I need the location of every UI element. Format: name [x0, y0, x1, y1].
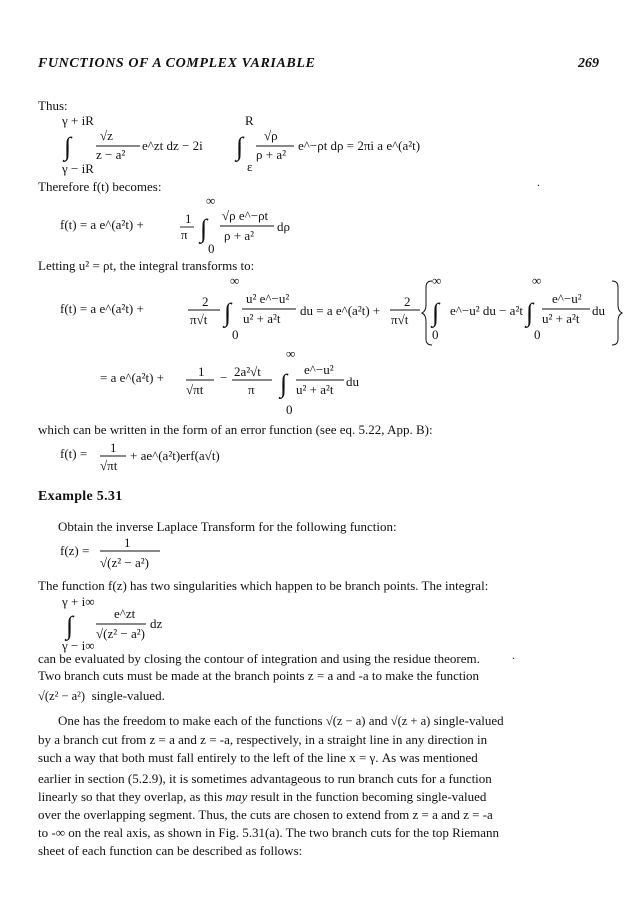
numerator-3: e^−u² [552, 291, 582, 306]
p1-c: single-valued [433, 713, 504, 728]
frac-den: π√t [190, 312, 208, 327]
math-sqrt-z-minus-a: √(z − a) [325, 714, 366, 728]
equation-ft-transformed [60, 277, 630, 347]
rhs: + ae^(a²t)erf(a√t) [130, 448, 220, 463]
p1-a: One has the freedom to make each of the functions [58, 713, 323, 728]
limit-lower-zero-2: 0 [432, 327, 439, 342]
integrand-tail-2: e^−ρt dρ = 2πi a e^(a²t) [298, 138, 421, 153]
integral-sign-3: ∫ [526, 298, 534, 327]
lhs: = a e^(a²t) + [100, 370, 164, 385]
limit-upper: γ + i∞ [62, 594, 95, 609]
lhs: f(z) = [60, 543, 90, 558]
numerator: e^−u² [304, 362, 334, 377]
limit-lower: γ − i∞ [62, 638, 95, 653]
frac-den: π [181, 227, 188, 242]
text-function-has: The function f(z) has two singularities which happen to be branch points. The integral: [38, 578, 489, 593]
limit-upper-inf: ∞ [230, 277, 240, 288]
d-rho: dρ [277, 219, 290, 234]
stray-dot: . [537, 175, 540, 189]
limit-lower-zero: 0 [286, 402, 293, 417]
equation-contour-integral [60, 113, 600, 178]
p1-b: and [368, 713, 388, 728]
frac-num: 1 [110, 440, 117, 455]
numerator: e^zt [114, 606, 136, 621]
lhs: f(t) = [60, 446, 88, 461]
limit-upper-inf: ∞ [286, 352, 296, 361]
limit-upper-R: R [245, 113, 254, 128]
lhs: f(t) = a e^(a²t) + [60, 217, 144, 232]
limit-upper-inf: ∞ [206, 197, 216, 208]
integral-sign: ∫ [280, 369, 288, 398]
limit-upper-inf-3: ∞ [532, 277, 542, 288]
text-single-valued: single-valued. [91, 688, 165, 703]
limit-lower: γ − iR [62, 161, 94, 176]
frac2-num: 2a²√t [234, 364, 261, 379]
paragraph-line-2: by a branch cut from z = a and z = -a, respectively, in a straight line in any direction in [38, 732, 488, 747]
denominator-3: u² + a²t [542, 311, 580, 326]
brace-left [422, 281, 432, 345]
text-thus: Thus: [38, 98, 68, 113]
frac-num: 1 [185, 211, 192, 226]
paragraph-line-1 [58, 712, 504, 730]
du: du [346, 374, 359, 389]
example-heading: Example 5.31 [38, 489, 123, 504]
paragraph-line-4: earlier in section (5.2.9), it is sometimes advantageous to run branch cuts for a function [38, 771, 492, 786]
limit-upper: γ + iR [62, 113, 94, 128]
du: du [592, 303, 605, 318]
equation-ft-simplified [100, 352, 360, 420]
numerator: u² e^−u² [246, 291, 290, 306]
paragraph-line-6: over the overlapping segment. Thus, the cuts are chosen to extend from z = a and z = -a [38, 807, 493, 822]
math-sqrt-z-plus-a: √(z + a) [390, 714, 431, 728]
text-therefore: Therefore f(t) becomes: [38, 179, 162, 194]
limit-lower-eps: ε [247, 159, 253, 174]
equation-bromwich [60, 594, 260, 654]
limit-lower-zero: 0 [232, 327, 239, 342]
paragraph-line-7: to -∞ on the real axis, as shown in Fig. 5.31(a). The two branch cuts for the top Riemann [38, 825, 500, 840]
dz: dz [150, 616, 163, 631]
minus: − [220, 370, 228, 385]
frac-den: √πt [186, 382, 204, 397]
numerator: √ρ e^−ρt [222, 208, 269, 223]
text-obtain: Obtain the inverse Laplace Transform for the following function: [58, 519, 397, 534]
lhs: f(t) = a e^(a²t) + [60, 301, 144, 316]
denominator: u² + a²t [296, 382, 334, 397]
integral-sign: ∫ [200, 214, 208, 243]
frac2-num: 2 [404, 294, 411, 309]
frac2-den: π√t [391, 312, 409, 327]
integral-sign-2: ∫ [236, 132, 244, 161]
denominator: ρ + a² [224, 228, 254, 243]
integral-sign: ∫ [66, 611, 74, 640]
page-number: 269 [578, 56, 599, 71]
integrand-tail: e^zt dz − 2i [142, 138, 203, 153]
p1-l5: linearly so that they overlap, as this [38, 789, 223, 804]
limit-lower-zero-3: 0 [534, 327, 541, 342]
frac-den: √πt [100, 458, 118, 473]
paragraph-line-5 [38, 788, 486, 806]
denominator: √(z² − a²) [96, 626, 145, 641]
stray-dot-2: . [512, 648, 515, 662]
brace-right [612, 281, 622, 345]
frac-den: √(z² − a²) [100, 555, 149, 570]
text-can-be-evaluated: can be evaluated by closing the contour of integration and using the residue theorem. [38, 651, 480, 666]
frac-num: 2 [202, 294, 209, 309]
running-header-title: FUNCTIONS OF A COMPLEX VARIABLE [38, 56, 316, 71]
rhs-part: du = a e^(a²t) + [300, 303, 381, 318]
limit-lower-zero: 0 [208, 241, 215, 256]
math-sqrt-z2a2: √(z² − a²) [38, 689, 86, 703]
numerator: √z [100, 128, 113, 143]
frac-num: 1 [198, 364, 205, 379]
integrand-2: e^−u² du − a²t [450, 303, 523, 318]
text-which-can: which can be written in the form of an error function (see eq. 5.22, App. B): [38, 422, 433, 437]
frac2-den: π [248, 382, 255, 397]
integral-sign: ∫ [64, 132, 72, 161]
numerator-2: √ρ [264, 128, 278, 143]
text-letting: Letting u² = ρt, the integral transforms to: [38, 258, 255, 273]
p1-l5-italic: may [225, 789, 248, 804]
integral-sign: ∫ [224, 298, 232, 327]
equation-ft-integral [60, 197, 360, 257]
equation-erf-result [60, 438, 320, 478]
text-two-cuts-2-line [38, 687, 165, 705]
limit-upper-inf-2: ∞ [432, 277, 442, 288]
frac-num: 1 [124, 535, 131, 550]
denominator: u² + a²t [243, 311, 281, 326]
text-two-cuts-1: Two branch cuts must be made at the branch points z = a and -a to make the function [38, 668, 480, 683]
denominator: z − a² [96, 147, 126, 162]
equation-fz [60, 533, 260, 575]
p1-l5b: result in the function becoming single-valued [250, 789, 487, 804]
paragraph-line-3: such a way that both must fall entirely to the left of the line x = γ. As was mentioned [38, 750, 478, 765]
integral-sign-2: ∫ [432, 298, 440, 327]
denominator-2: ρ + a² [256, 147, 286, 162]
paragraph-line-8: sheet of each function can be described as follows: [38, 843, 303, 858]
